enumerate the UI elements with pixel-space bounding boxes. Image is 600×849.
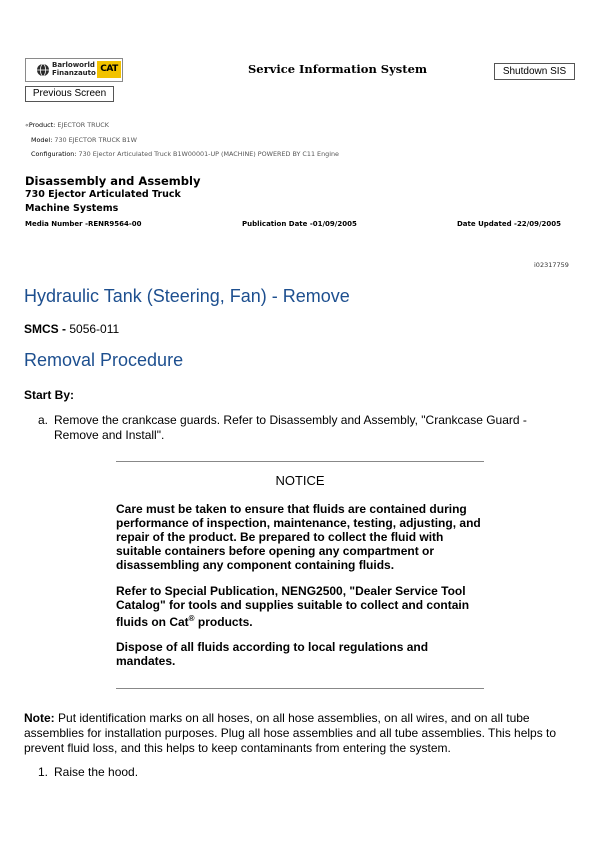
step-1-text: Raise the hood.: [54, 765, 139, 779]
dealer-name-line1: Barloworld: [52, 61, 95, 69]
configuration-row: [31, 150, 339, 158]
cat-logo: CAT: [97, 61, 121, 78]
smcs-value: 5056-011: [69, 322, 120, 336]
note-paragraph: [24, 711, 564, 756]
model-value: 730 EJECTOR TRUCK B1W: [54, 136, 137, 144]
smcs-label: SMCS -: [24, 322, 66, 336]
document-system: Machine Systems: [25, 203, 119, 214]
document-category: Disassembly and Assembly: [25, 174, 201, 188]
dealer-name-line2: Finanzauto: [52, 69, 96, 77]
section-title: Removal Procedure: [24, 350, 184, 370]
note-label: Note:: [24, 711, 55, 725]
dealer-logo-text: [52, 61, 96, 77]
media-number: Media Number -RENR9564-00: [25, 220, 142, 228]
product-value: EJECTOR TRUCK: [57, 121, 109, 129]
notice-paragraph-1: Care must be taken to ensure that fluids are contained during performance of inspection, maintenance, testing, adjusting, and repair of the product. Be prepared to collect the fluid with suitable containers before opening any compartment or disassembling any component containing fluids.: [116, 502, 481, 572]
back-arrow-icon[interactable]: «: [25, 121, 29, 129]
start-by-heading: Start By:: [24, 388, 75, 402]
notice-paragraph-2-end: products.: [194, 615, 253, 629]
registered-mark: ®: [188, 614, 195, 623]
date-updated: Date Updated -22/09/2005: [457, 220, 562, 228]
step-1-marker: 1.: [38, 765, 49, 779]
product-row: [25, 121, 109, 129]
product-label: Product:: [28, 121, 56, 129]
page-title: Hydraulic Tank (Steering, Fan) - Remove: [24, 286, 350, 306]
globe-icon: [36, 63, 50, 77]
notice-title: NOTICE: [275, 473, 325, 488]
model-row: [31, 136, 137, 144]
notice-paragraph-2-text: Refer to Special Publication, NENG2500, "Dealer Service Tool Catalog" for tools and supplies suitable to collect and contain fluids on Cat: [116, 584, 470, 629]
notice-top-divider: [116, 461, 484, 462]
shutdown-sis-button[interactable]: Shutdown SIS: [494, 63, 575, 80]
system-title: Service Information System: [248, 62, 428, 76]
publication-date: Publication Date -01/09/2005: [242, 220, 357, 228]
configuration-value: 730 Ejector Articulated Truck B1W00001-UP (MACHINE) POWERED BY C11 Engine: [78, 150, 339, 158]
configuration-label: Configuration:: [31, 150, 77, 158]
document-id: i02317759: [534, 261, 569, 269]
step-a-marker: a.: [38, 413, 49, 427]
notice-paragraph-2: [116, 584, 488, 629]
step-a-text: Remove the crankcase guards. Refer to Disassembly and Assembly, "Crankcase Guard - Remove and Install".: [54, 413, 527, 442]
document-machine: 730 Ejector Articulated Truck: [25, 189, 181, 200]
notice-bottom-divider: [116, 688, 484, 689]
notice-paragraph-3: Dispose of all fluids according to local regulations and mandates.: [116, 640, 429, 668]
previous-screen-button[interactable]: Previous Screen: [25, 86, 114, 102]
model-label: Model:: [31, 136, 53, 144]
smcs-code: [24, 322, 119, 337]
note-text: Put identification marks on all hoses, on all hose assemblies, on all wires, and on all tube assemblies for installation purposes. Plug all hose assemblies and all tube assemblies. This helps to prevent fluid loss, and this helps to keep contaminants from entering the system.: [24, 711, 557, 755]
